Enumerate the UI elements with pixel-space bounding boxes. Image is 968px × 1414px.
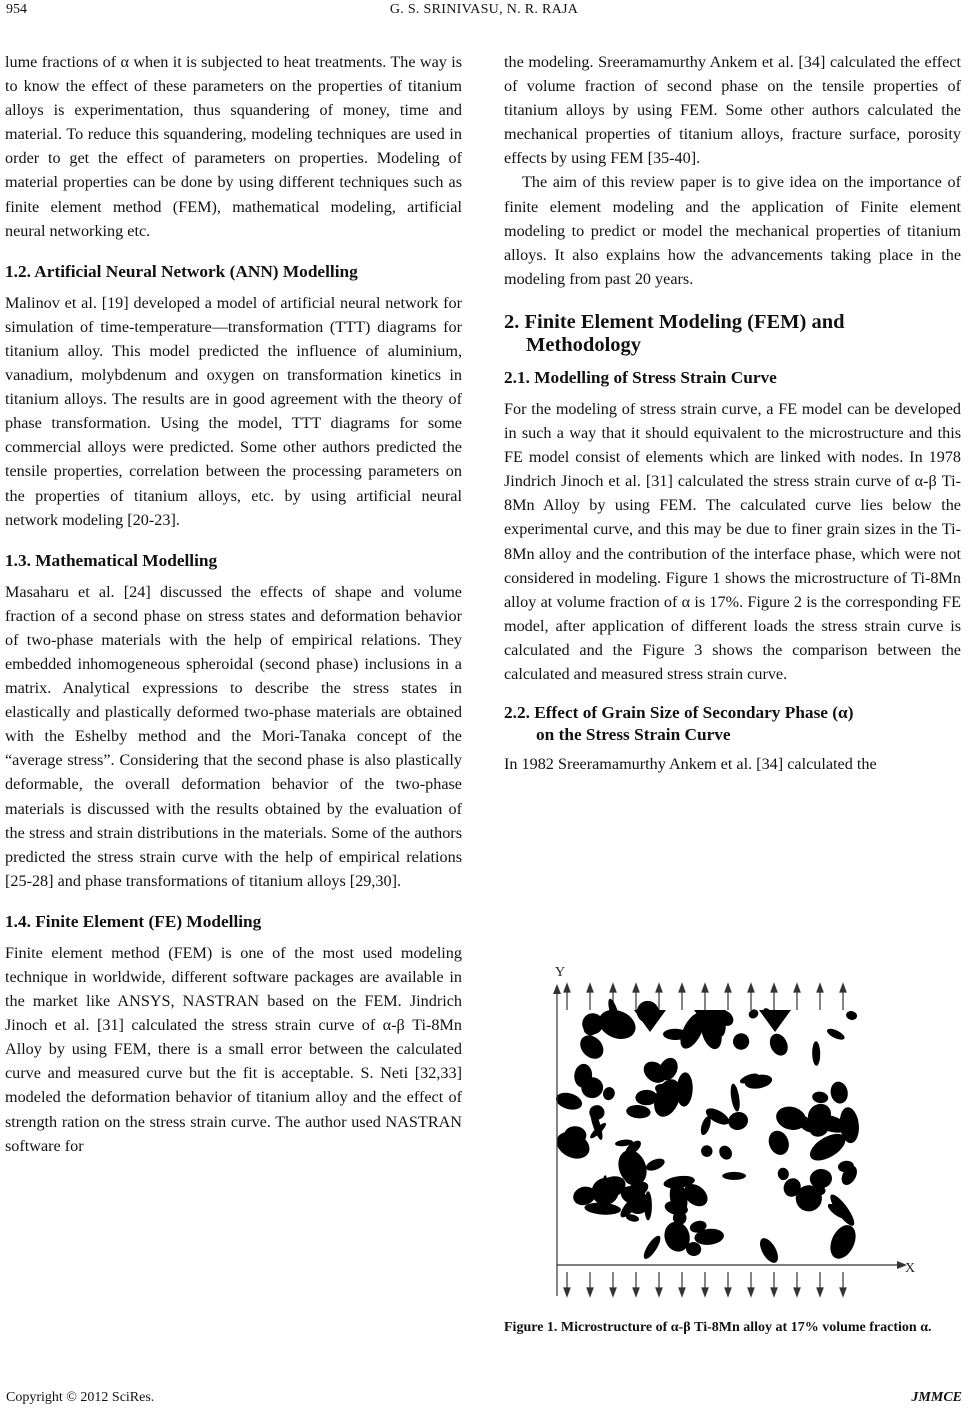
page-footer bbox=[0, 1390, 968, 1410]
section-heading-1-4: 1.4. Finite Element (FE) Modelling bbox=[5, 911, 262, 931]
running-header bbox=[0, 0, 968, 22]
right-column bbox=[504, 50, 961, 776]
figure-1-microstructure bbox=[545, 950, 945, 1310]
section-heading-2 bbox=[504, 311, 961, 357]
journal-abbrev: JMMCE bbox=[911, 1390, 962, 1405]
paragraph: Malinov et al. [19] developed a model of artificial neural network for simulation of time-temperature—transformation (TTT) diagrams for titanium alloy. This model predicted the influence of aluminium, vanadium, molybdenum and oxygen on transformation kinetics in titanium alloys. The results are in good agreement with the theory of phase transformation. Using the model, TTT diagrams for some commercial alloys were predicted. Some other authors predicted the tensile properties, correlation between the processing parameters on the properties of titanium alloys, etc. by using artificial neural network modeling [20-23]. bbox=[5, 293, 462, 529]
left-column bbox=[5, 50, 462, 1158]
paragraph: the modeling. Sreeramamurthy Ankem et al. [34] calculated the effect of volume fraction of second phase on the tensile properties of titanium alloys by using FEM. Some other authors calculated the mechanical properties of titanium alloys, fracture surface, porosity effects by using FEM [35-40]. bbox=[504, 53, 961, 168]
paragraph: Masaharu et al. [24] discussed the effects of shape and volume fraction of a second phase on stress states and deformation behavior of two-phase materials with the help of empirical relations. They embedded inhomogeneous spheroidal (second phase) inclusions in a matrix. Analytical expressions to describe the stress states in elastically and plastically deformed two-phase materials are obtained with the Eshelby method and the Mori-Tanaka concept of the “average stress”. Considering that the second phase is also plastically deformable, the overall deformation behavior of the two-phase materials is discussed with the results obtained by the evaluation of the stress and strain distributions in the materials. Some of the authors predicted the stress strain curve with the help of empirical relations [25-28] and phase transformations of titanium alloys [29,30]. bbox=[5, 582, 462, 890]
section-heading-2-1: 2.1. Modelling of Stress Strain Curve bbox=[504, 367, 777, 387]
paragraph: Finite element method (FEM) is one of the most used modeling technique in worldwide, different software packages are available in the market like ANSYS, NASTRAN based on the FEM. Jindrich Jinoch et al. [31] calculated the stress strain curve of α-β Ti-8Mn Alloy by using FEM, there is a small error between the calculated curve and measured curve but the fit is acceptable. S. Neti [32,33] modeled the deformation behavior of titanium alloy and the effect of strength ration on the stress strain curve. The author used NASTRAN software for bbox=[5, 943, 462, 1155]
microstructure-image bbox=[545, 950, 945, 1310]
page-number: 954 bbox=[6, 2, 27, 17]
running-authors: G. S. SRINIVASU, N. R. RAJA bbox=[389, 2, 579, 17]
heading-line: 2. Finite Element Modeling (FEM) and bbox=[504, 310, 845, 333]
heading-line: on the Stress Strain Curve bbox=[536, 725, 731, 745]
section-heading-1-2: 1.2. Artificial Neural Network (ANN) Modelling bbox=[5, 261, 358, 281]
section-heading-1-3: 1.3. Mathematical Modelling bbox=[5, 550, 218, 570]
paragraph: For the modeling of stress strain curve, a FE model can be developed in such a way that it should equivalent to the microstructure and this FE model consist of elements which are linked with nodes. In 1978 Jindrich Jinoch et al. [31] calculated the stress strain curve of α-β Ti-8Mn Alloy by using FEM. The calculated curve lies below the experimental curve, and this may be due to finer grain sizes in the Ti-8Mn alloy and the contribution of the interface phase, which were not considered in modeling. Figure 1 shows the microstructure of Ti-8Mn alloy at volume fraction of α is 17%. Figure 2 is the corresponding FE model, after application of different loads the stress strain curve is calculated and the Figure 3 shows the comparison between the calculated and measured stress strain curve. bbox=[504, 399, 961, 683]
heading-line: 2.2. Effect of Grain Size of Secondary Phase (α) bbox=[504, 703, 854, 723]
heading-line: Methodology bbox=[526, 333, 642, 356]
paragraph: The aim of this review paper is to give idea on the importance of finite element modeling and the application of Finite element modeling to predict or model the mechanical properties of titanium alloys. It also explains how the advancements taking place in the modeling from past 20 years. bbox=[504, 173, 961, 288]
paragraph: lume fractions of α when it is subjected to heat treatments. The way is to know the effect of these parameters on the properties of titanium alloys is experimentation, thus squandering of money, time and material. To reduce this squandering, modeling techniques are used in order to get the effect of parameters on properties. Modeling of material properties can be done by using different techniques such as finite element method (FEM), mathematical modeling, artificial neural networking etc. bbox=[5, 53, 462, 240]
y-axis-label: Y bbox=[555, 965, 566, 980]
x-axis-label: X bbox=[905, 1261, 916, 1276]
section-heading-2-2 bbox=[504, 702, 961, 746]
copyright-notice: Copyright © 2012 SciRes. bbox=[6, 1390, 155, 1405]
figure-1-caption: Figure 1. Microstructure of α-β Ti-8Mn alloy at 17% volume fraction α. bbox=[504, 1320, 932, 1335]
paragraph: In 1982 Sreeramamurthy Ankem et al. [34] calculated the bbox=[504, 755, 877, 774]
